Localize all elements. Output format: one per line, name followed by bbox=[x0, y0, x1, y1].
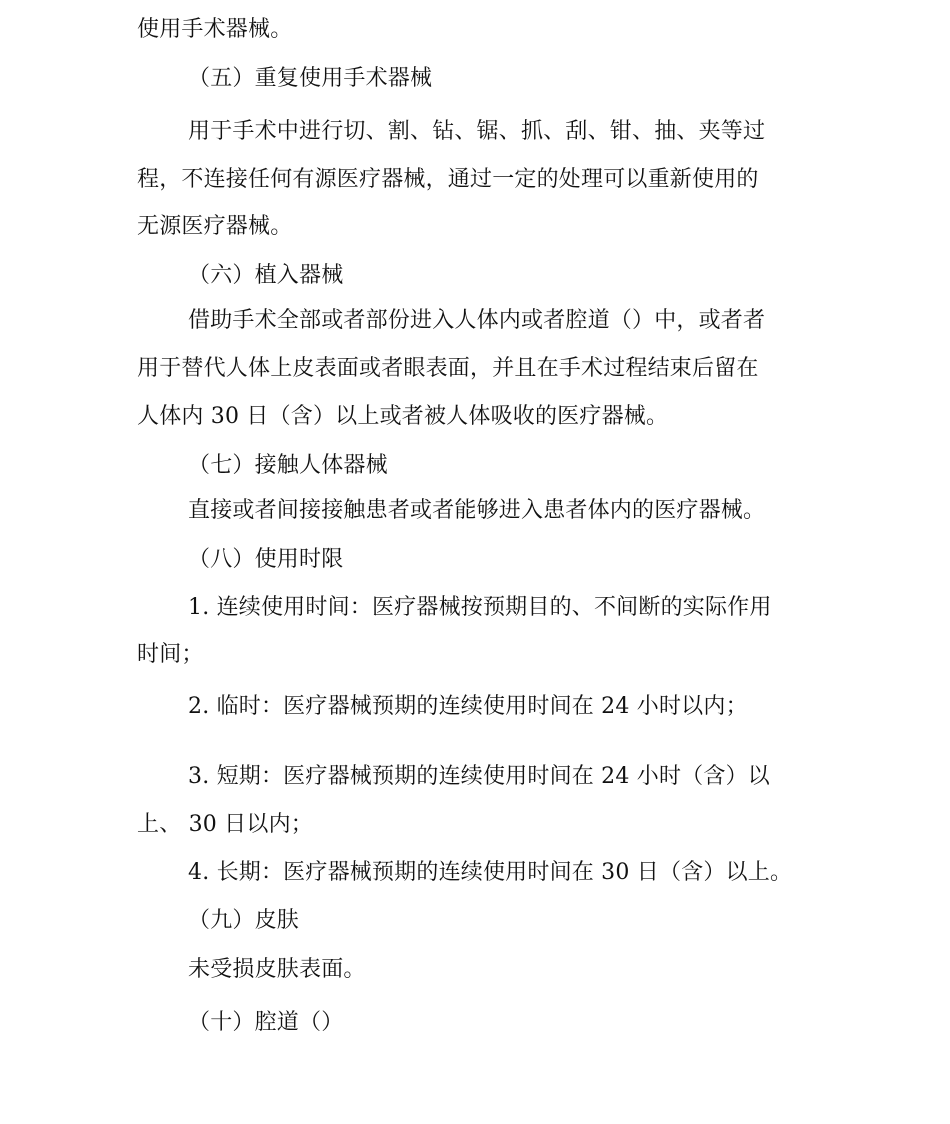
text-line: 时间； bbox=[137, 642, 204, 667]
text-line: 上、 30 日以内； bbox=[137, 812, 313, 837]
text-line: 程，不连接任何有源医疗器械，通过一定的处理可以重新使用的 bbox=[137, 167, 759, 192]
list-item: 3. 短期：医疗器械预期的连续使用时间在 24 小时（含）以 bbox=[188, 764, 770, 789]
section-heading: （九）皮肤 bbox=[188, 908, 300, 933]
text-line: 直接或者间接接触患者或者能够进入患者体内的医疗器械。 bbox=[188, 498, 766, 523]
section-heading: （六）植入器械 bbox=[188, 263, 344, 288]
text-line: 用于替代人体上皮表面或者眼表面，并且在手术过程结束后留在 bbox=[137, 356, 759, 381]
text-line: 无源医疗器械。 bbox=[137, 214, 293, 239]
section-heading: （五）重复使用手术器械 bbox=[188, 66, 433, 91]
list-item: 2. 临时：医疗器械预期的连续使用时间在 24 小时以内； bbox=[188, 694, 748, 719]
section-heading: （八）使用时限 bbox=[188, 547, 344, 572]
text-line: 使用手术器械。 bbox=[137, 17, 293, 42]
list-item: 1. 连续使用时间：医疗器械按预期目的、不间断的实际作用 bbox=[188, 595, 772, 620]
list-item: 4. 长期：医疗器械预期的连续使用时间在 30 日（含）以上。 bbox=[188, 860, 793, 885]
text-line: 用于手术中进行切、割、钻、锯、抓、刮、钳、抽、夹等过 bbox=[188, 119, 766, 144]
text-line: 人体内 30 日（含）以上或者被人体吸收的医疗器械。 bbox=[137, 404, 669, 429]
text-line: 未受损皮肤表面。 bbox=[188, 957, 366, 982]
text-line: 借助手术全部或者部份进入人体内或者腔道（）中，或者者 bbox=[188, 308, 766, 333]
section-heading: （七）接触人体器械 bbox=[188, 453, 388, 478]
section-heading: （十）腔道（） bbox=[188, 1010, 344, 1035]
